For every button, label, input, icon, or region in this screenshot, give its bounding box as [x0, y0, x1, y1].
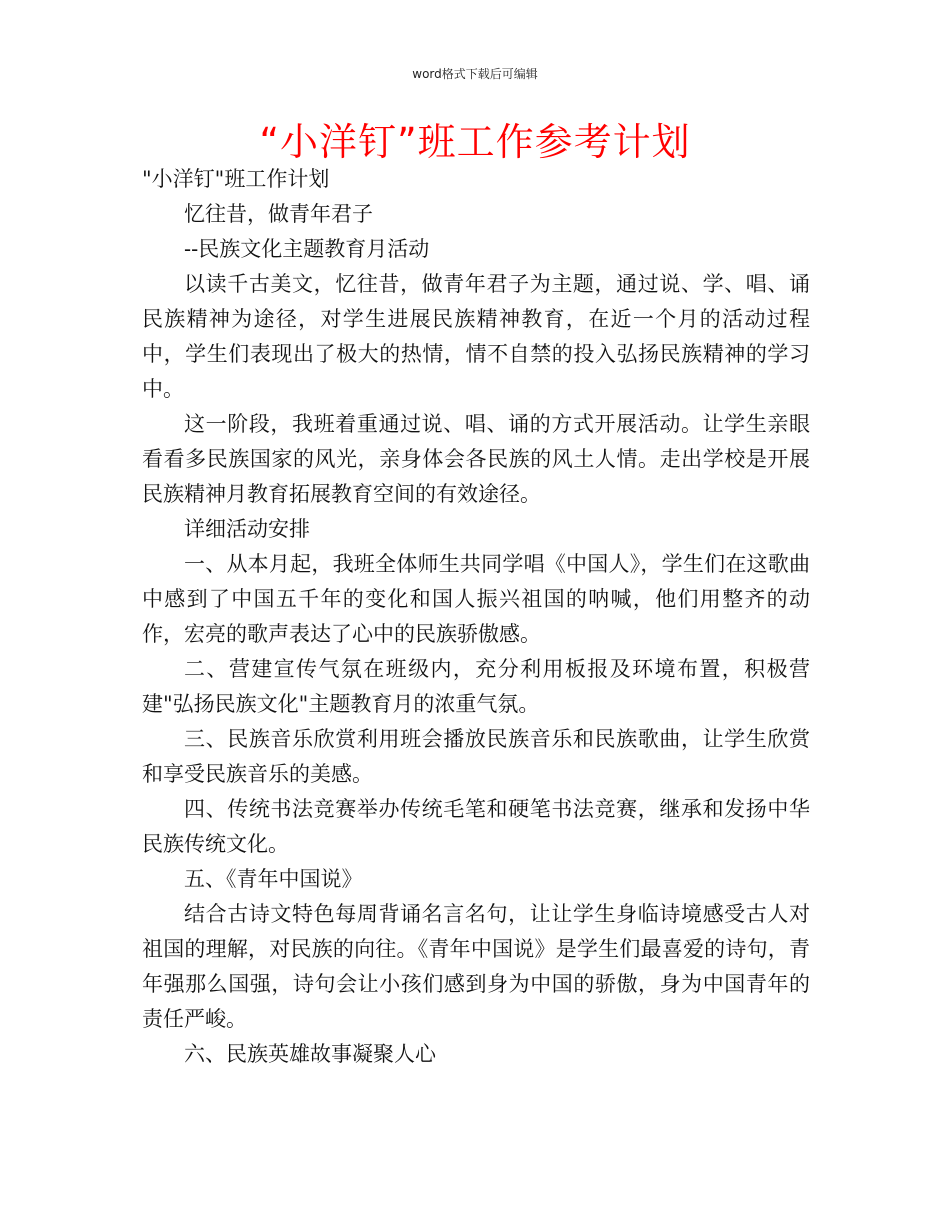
document-body — [142, 162, 810, 1072]
paragraph-arrangement-heading: 详细活动安排 — [184, 517, 310, 541]
paragraph-item-3: 三、民族音乐欣赏利用班会播放民族音乐和民族歌曲，让学生欣赏和享受民族音乐的美感。 — [142, 727, 810, 786]
paragraph-subtitle: --民族文化主题教育月活动 — [184, 237, 430, 261]
paragraph-item-1: 一、从本月起，我班全体师生共同学唱《中国人》，学生们在这歌曲中感到了中国五千年的变化和国人振兴祖国的呐喊，他们用整齐的动作，宏亮的歌声表达了心中的民族骄傲感。 — [142, 552, 810, 646]
paragraph-theme: 忆往昔，做青年君子 — [184, 202, 373, 226]
paragraph-item-5-detail: 结合古诗文特色每周背诵名言名句，让让学生身临诗境感受古人对祖国的理解，对民族的向往。《青年中国说》是学生们最喜爱的诗句，青年强那么国强，诗句会让小孩们感到身为中国的骄傲，身为中国青年的责任严峻。 — [142, 902, 810, 1031]
document-title: “小洋钉”班工作参考计划 — [259, 120, 691, 164]
header-note: word格式下载后可编辑 — [412, 67, 538, 81]
paragraph-intro: 以读千古美文，忆往昔，做青年君子为主题，通过说、学、唱、诵民族精神为途径，对学生进展民族精神教育，在近一个月的活动过程中，学生们表现出了极大的热情，情不自禁的投入弘扬民族精神的学习中。 — [142, 272, 810, 401]
paragraph-item-2: 二、营建宣传气氛在班级内，充分利用板报及环境布置，积极营建"弘扬民族文化"主题教育月的浓重气氛。 — [142, 657, 810, 716]
paragraph-item-4: 四、传统书法竞赛举办传统毛笔和硬笔书法竞赛，继承和发扬中华民族传统文化。 — [142, 797, 810, 856]
paragraph-item-5: 五、《青年中国说》 — [184, 867, 363, 891]
paragraph-plan-name: "小洋钉"班工作计划 — [142, 167, 330, 191]
paragraph-stage: 这一阶段，我班着重通过说、唱、诵的方式开展活动。让学生亲眼看看多民族国家的风光，亲身体会各民族的风土人情。走出学校是开展民族精神月教育拓展教育空间的有效途径。 — [142, 412, 810, 506]
paragraph-item-6: 六、民族英雄故事凝聚人心 — [184, 1042, 436, 1066]
